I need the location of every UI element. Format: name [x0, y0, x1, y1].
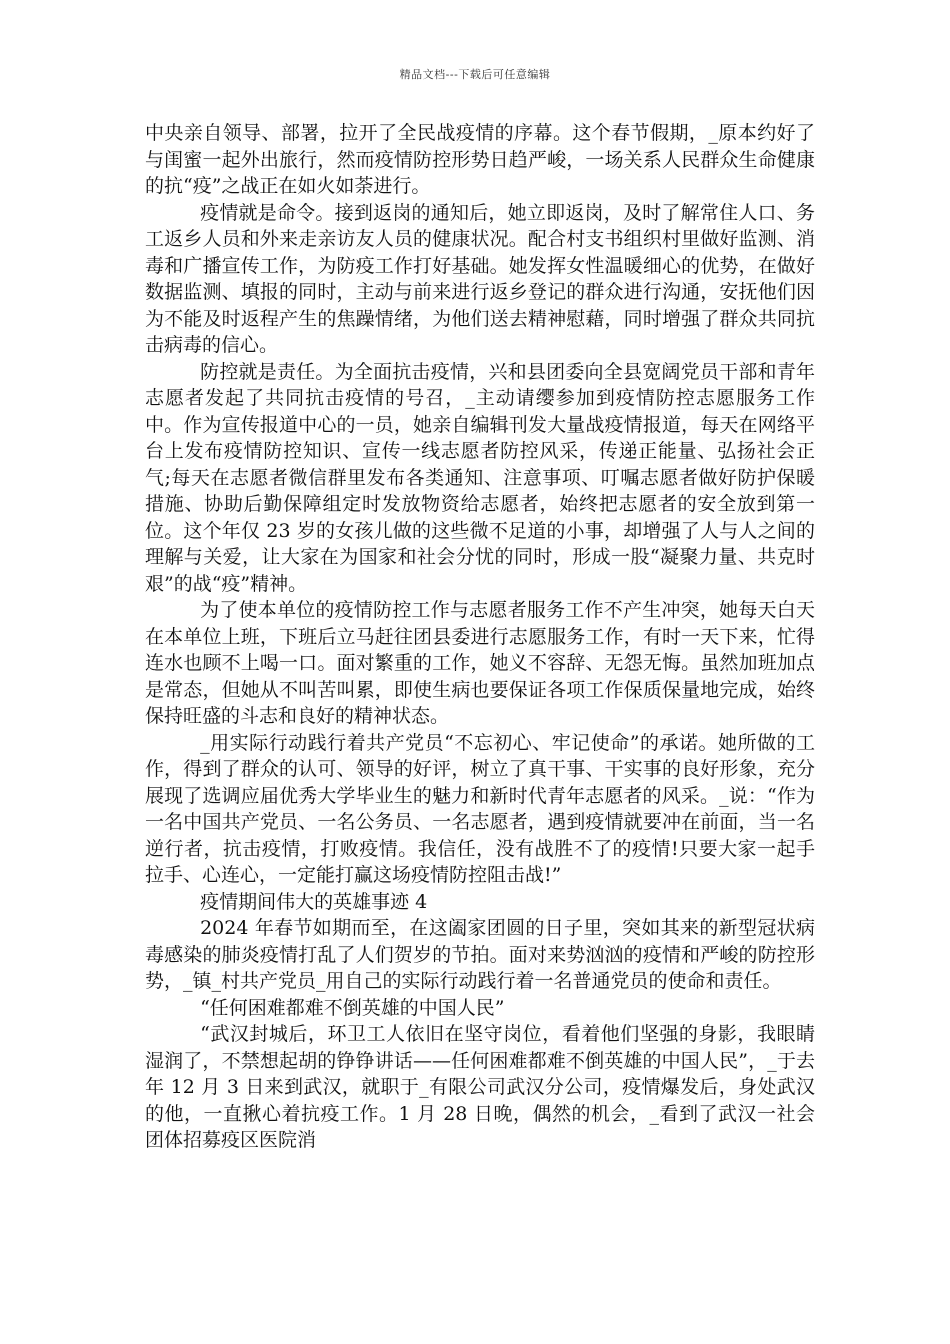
subheading-quote: “任何困难都难不倒英雄的中国人民” [200, 996, 505, 1019]
paragraph-no-conflict: 为了使本单位的疫情防控工作与志愿者服务工作不产生冲突，她每天白天在本单位上班，下班后立马赶往团县委进行志愿服务工作，有时一天下来，忙得连水也顾不上喝一口。面对繁重的工作，她义不容辞、无怨无悔。虽然加班加点是常态，但她从不叫苦叫累，即使生病也要保证各项工作保质保量地完成，始终保持旺盛的斗志和良好的精神状态。 [145, 599, 815, 727]
paragraph-party-member-promise: _用实际行动践行着共产党员“不忘初心、牢记使命”的承诺。她所做的工作，得到了群众的认可、领导的好评，树立了真干事、干实事的良好形象，充分展现了选调应届优秀大学毕业生的魅力和新时代青年志愿者的风采。_说：“作为一名中国共产党员、一名公务员、一名志愿者，遇到疫情就要冲在前面，当一名逆行者，抗击疫情，打败疫情。我信任，没有战胜不了的疫情!只要大家一起手拉手、心连心，一定能打赢这场疫情防控阻击战!” [145, 731, 815, 886]
paragraph-spring-festival: 2024 年春节如期而至，在这阖家团圆的日子里，突如其来的新型冠状病毒感染的肺炎疫情打乱了人们贺岁的节拍。面对来势汹汹的疫情和严峻的防控形势，_镇_村共产党员_用自己的实际行动践行着一名普通党员的使命和责任。 [145, 917, 815, 992]
paragraph-epidemic-is-order: 疫情就是命令。接到返岗的通知后，她立即返岗，及时了解常住人口、务工返乡人员和外来走亲访友人员的健康状况。配合村支书组织村里做好监测、消毒和广播宣传工作，为防疫工作打好基础。她发挥女性温暖细心的优势，在做好数据监测、填报的同时，主动与前来进行返乡登记的群众进行沟通，安抚他们因为不能及时返程产生的焦躁情绪，为他们送去精神慰藉，同时增强了群众共同抗击病毒的信心。 [145, 201, 815, 356]
document-body [145, 120, 815, 1154]
paragraph-wuhan-lockdown: “武汉封城后，环卫工人依旧在坚守岗位，看着他们坚强的身影，我眼睛湿润了，不禁想起胡的铮铮讲话——任何困难都难不倒英雄的中国人民”，_于去年 12 月 3 日来到武汉，就职于_有限公司武汉分公司，疫情爆发后，身处武汉的他，一直揪心着抗疫工作。1 月 28 日晚，偶然的机会，_看到了武汉一社会团体招募疫区医院消 [145, 1023, 815, 1151]
section-heading-heroic-deeds-4: 疫情期间伟大的英雄事迹 4 [200, 890, 428, 913]
paragraph-prevention-is-duty: 防控就是责任。为全面抗击疫情，兴和县团委向全县宽阔党员干部和青年志愿者发起了共同抗击疫情的号召，_主动请缨参加到疫情防控志愿服务工作中。作为宣传报道中心的一员，她亲自编辑刊发大量战疫情报道，每天在网络平台上发布疫情防控知识、宣传一线志愿者防控风采，传递正能量、弘扬社会正气;每天在志愿者微信群里发布各类通知、注意事项、叮嘱志愿者做好防护保暖措施、协助后勤保障组定时发放物资给志愿者，始终把志愿者的安全放到第一位。这个年仅 23 岁的女孩儿做的这些微不足道的小事，却增强了人与人之间的理解与关爱，让大家在为国家和社会分忧的同时，形成一股“凝聚力量、共克时艰”的战“疫”精神。 [145, 360, 815, 595]
page-header: 精品文档---下载后可任意编辑 [399, 68, 551, 81]
paragraph-intro-continuation: 中央亲自领导、部署，拉开了全民战疫情的序幕。这个春节假期，_原本约好了与闺蜜一起外出旅行，然而疫情防控形势日趋严峻，一场关系人民群众生命健康的抗“疫”之战正在如火如荼进行。 [145, 122, 815, 197]
